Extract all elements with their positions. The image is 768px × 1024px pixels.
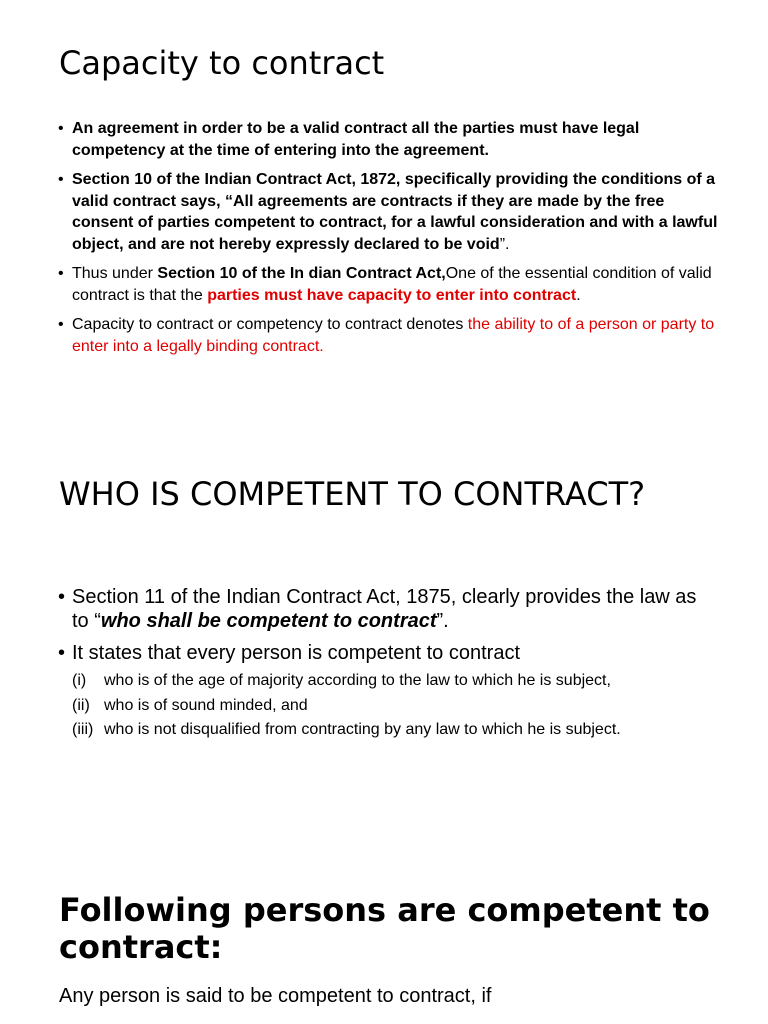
sub-list-number: (iii) xyxy=(72,721,94,738)
bullet-text-emphasis: who shall be competent to contract xyxy=(100,610,437,632)
bullet-text: Section 11 of the Indian Contract Act, 1875, clearly provides the law as to “ xyxy=(72,586,697,632)
slide-title: WHO IS COMPETENT TO CONTRACT? xyxy=(59,475,646,513)
sub-list-number: (i) xyxy=(72,672,87,689)
sub-list-item xyxy=(72,718,718,743)
bullet-text-bold: Section 10 of the Indian Contract Act, 1872, specifically providing the conditions of a valid contract says, “All agreements are contracts if they are made by the free consent of parties competent to contract, for a lawful consideration and with a lawful object, and are not hereby expressly declared to be void xyxy=(72,171,718,253)
sub-list-text: who is of the age of majority according to the law to which he is subject, xyxy=(104,672,611,689)
bullet-list xyxy=(58,118,718,365)
bullet-text: ”. xyxy=(499,235,510,253)
bullet-item xyxy=(58,314,718,357)
bullet-text: ”. xyxy=(436,610,449,632)
bullet-item xyxy=(58,263,718,306)
slide-title: Following persons are competent to contract: xyxy=(59,891,710,966)
bullet-text: . xyxy=(576,286,581,304)
bullet-text-highlight: parties must have capacity to enter into contract xyxy=(207,286,577,304)
sub-list-item xyxy=(72,694,718,719)
bullet-text: An agreement in order to be a valid contract all the parties must have legal competency at the time of entering into the agreement. xyxy=(72,120,640,159)
bullet-item xyxy=(58,118,718,161)
bullet-item xyxy=(58,169,718,255)
bullet-item xyxy=(58,585,718,633)
sub-list-text: who is of sound minded, and xyxy=(104,696,308,714)
bullet-list xyxy=(58,585,718,751)
bullet-text: One of the essential condition of valid contract is that the xyxy=(72,265,712,304)
body-paragraph: Any person is said to be competent to contract, if xyxy=(59,985,492,1007)
sub-list-text: who is not disqualified from contracting by any law to which he is subject. xyxy=(104,721,621,738)
bullet-text: Capacity to contract or competency to contract denotes xyxy=(72,316,468,333)
sub-list xyxy=(72,669,718,743)
bullet-text-highlight: the ability to of a person or party to enter into a legally binding contract. xyxy=(72,316,715,355)
bullet-text: Thus under xyxy=(72,265,158,282)
slide-title: Capacity to contract xyxy=(59,44,385,82)
sub-list-item xyxy=(72,669,718,694)
bullet-text-bold: Section 10 of the In dian Contract Act, xyxy=(157,265,446,282)
bullet-text: It states that every person is competent to contract xyxy=(72,642,520,664)
bullet-item xyxy=(58,641,718,743)
sub-list-number: (ii) xyxy=(72,696,90,714)
